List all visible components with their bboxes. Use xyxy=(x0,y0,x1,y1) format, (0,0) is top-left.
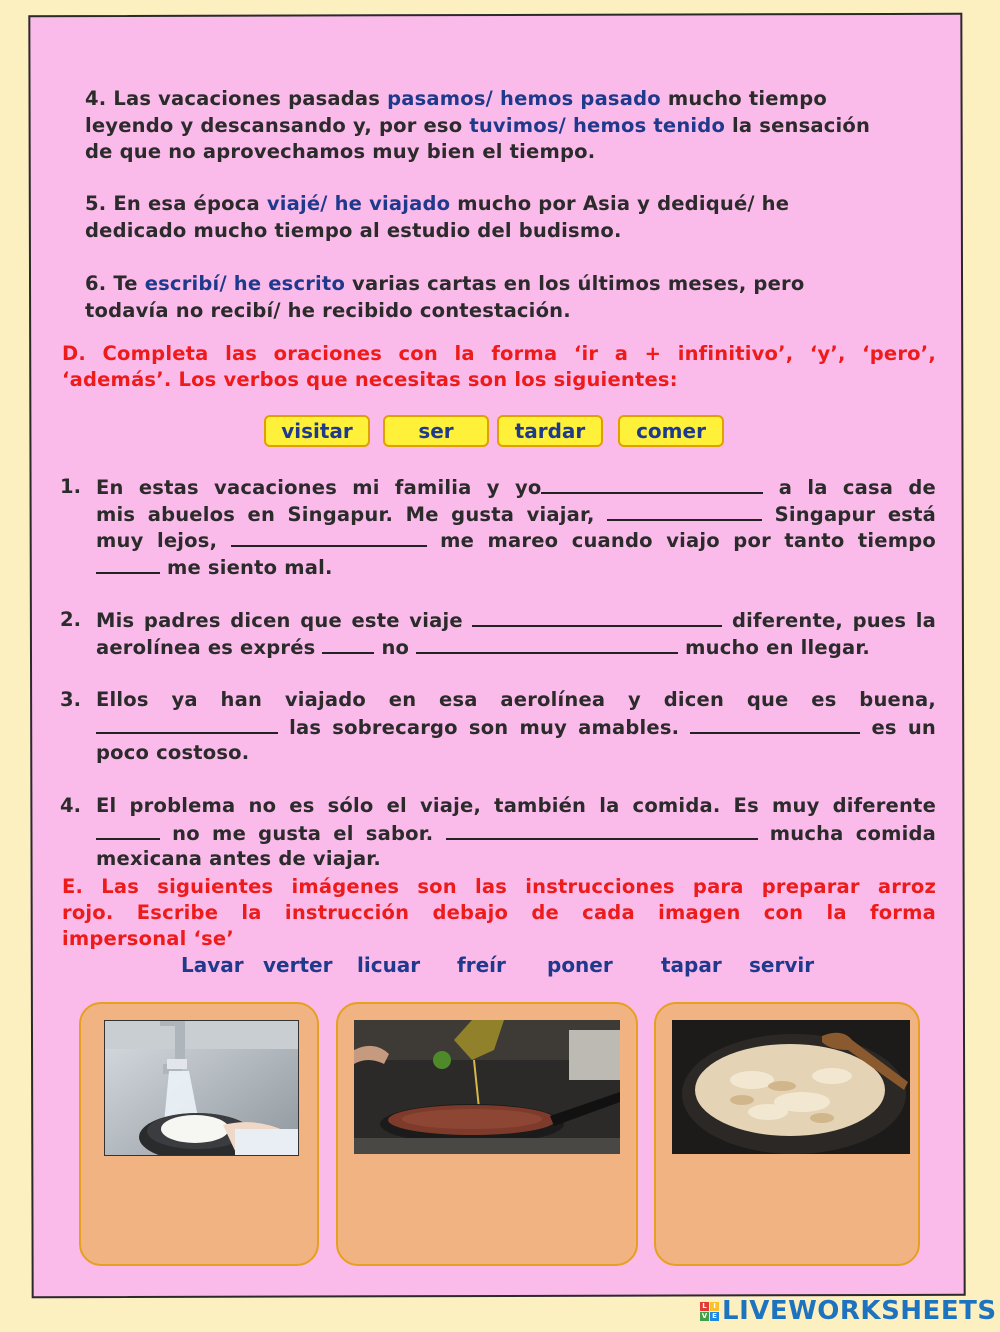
section-d-text: mis abuelos en Singapur. Me gusta viajar, xyxy=(96,502,608,526)
section-d-item-line xyxy=(96,527,936,555)
section-d-item-line xyxy=(96,846,936,873)
section-d-item-line xyxy=(96,607,936,635)
section-d-item-number: 2. xyxy=(60,608,81,631)
section-d-item-line xyxy=(96,687,936,714)
verb-verter: verter xyxy=(263,953,333,977)
photo-washing-rice xyxy=(104,1020,299,1156)
item-c4-segment: tuvimos/ hemos tenido xyxy=(469,113,726,137)
answer-blank[interactable] xyxy=(96,554,160,574)
washing-rice-illustration xyxy=(105,1021,298,1155)
section-d-item-line xyxy=(96,474,936,502)
logo-letter-l: L xyxy=(700,1302,709,1311)
answer-blank[interactable] xyxy=(541,474,763,494)
section-d-text: mexicana antes de viajar. xyxy=(96,847,381,870)
section-d-item-number: 4. xyxy=(60,794,81,817)
section-d-item-line xyxy=(96,501,936,529)
section-d-item-line xyxy=(96,793,936,820)
section-d-text: mucha comida xyxy=(757,821,936,845)
answer-blank[interactable] xyxy=(96,820,160,840)
item-c6-segment: varias cartas en los últimos meses, pero todavía no recibí/ he recibido contestación. xyxy=(85,272,805,322)
instruction-card-3[interactable] xyxy=(654,1002,920,1266)
section-e-heading-line3: impersonal ‘se’ xyxy=(62,927,234,950)
section-d-text: En estas vacaciones mi familia y yo xyxy=(96,476,542,499)
answer-blank[interactable] xyxy=(472,607,722,627)
section-d-text: mucho en llegar. xyxy=(678,635,870,659)
photo-frying-rice xyxy=(672,1020,910,1154)
section-d-text: muy lejos, xyxy=(96,529,231,552)
logo-letter-i: I xyxy=(710,1302,719,1311)
chip-comer: comer xyxy=(618,415,724,447)
item-c5-text xyxy=(85,192,789,242)
section-d-text: Ellos ya han viajado en esa aerolínea y dicen que es buena, xyxy=(96,688,936,711)
section-d-text: Singapur está xyxy=(762,502,936,526)
section-d-item-line xyxy=(96,740,936,767)
answer-blank[interactable] xyxy=(416,634,678,654)
section-d-heading-line2: ‘además’. Los verbos que necesitas son los siguientes: xyxy=(62,368,678,391)
section-d-text: diferente, pues la xyxy=(722,609,936,632)
item-c6-segment: 6. Te xyxy=(85,272,145,295)
item-c5-segment: viajé/ he viajado xyxy=(266,192,451,215)
verb-licuar: licuar xyxy=(357,953,421,977)
section-d-text: me mareo cuando viajo por tanto tiempo xyxy=(426,529,936,552)
section-d-text: es un xyxy=(860,715,937,739)
section-e-heading-line2: rojo. Escribe la instrucción debajo de cada imagen con la forma xyxy=(62,901,936,924)
liveworksheets-logo[interactable] xyxy=(700,1296,997,1326)
answer-blank[interactable] xyxy=(322,634,374,654)
answer-blank[interactable] xyxy=(446,820,758,840)
item-c5-segment: mucho por Asia y dediqué/ he dedicado mucho tiempo al estudio del budismo. xyxy=(85,192,790,242)
item-c5-segment: 5. En esa época xyxy=(85,192,267,215)
item-c4-text xyxy=(85,87,870,163)
item-c4-segment: la sensación de que no aprovechamos muy bien el tiempo. xyxy=(85,113,871,163)
answer-blank[interactable] xyxy=(231,527,427,547)
chip-ser: ser xyxy=(383,415,489,447)
item-c4-segment: 4. Las vacaciones pasadas xyxy=(85,87,388,110)
section-d-item-line xyxy=(96,634,936,662)
section-d-item-line xyxy=(96,554,936,582)
section-d-item-line xyxy=(96,820,936,848)
section-e-heading-line1: E. Las siguientes imágenes son las instrucciones para preparar arroz xyxy=(62,875,936,898)
answer-blank[interactable] xyxy=(96,714,278,734)
instruction-card-1[interactable] xyxy=(79,1002,319,1266)
chip-tardar: tardar xyxy=(497,415,603,447)
logo-letter-e: E xyxy=(710,1312,719,1321)
section-d-text: poco costoso. xyxy=(96,741,250,764)
section-d-heading-line1: D. Completa las oraciones con la forma ‘ir a + infinitivo’, ‘y’, ‘pero’, xyxy=(62,342,936,365)
section-d-text: las sobrecargo son muy amables. xyxy=(278,715,691,739)
frying-rice-illustration xyxy=(672,1020,910,1154)
photo-pouring-oil xyxy=(354,1020,620,1154)
verb-poner: poner xyxy=(547,953,613,977)
logo-mark xyxy=(700,1302,719,1321)
answer-blank[interactable] xyxy=(607,501,762,521)
section-d-text: Mis padres dicen que este viaje xyxy=(96,609,473,632)
verb-servir: servir xyxy=(749,953,815,977)
item-c6-text xyxy=(85,272,804,322)
item-c6-segment: escribí/ he escrito xyxy=(144,272,346,295)
logo-text: LIVEWORKSHEETS xyxy=(722,1296,997,1326)
pouring-oil-illustration xyxy=(354,1020,620,1154)
item-c6 xyxy=(85,271,875,324)
item-c4 xyxy=(85,86,885,166)
section-d-text: a la casa de xyxy=(763,476,936,499)
verb-freir: freír xyxy=(457,953,506,977)
answer-blank[interactable] xyxy=(690,714,860,734)
section-d-item-line xyxy=(96,714,936,742)
instruction-card-2[interactable] xyxy=(336,1002,638,1266)
section-d-item-number: 1. xyxy=(60,475,81,498)
item-c5 xyxy=(85,191,875,244)
section-d-text: me siento mal. xyxy=(160,555,333,579)
section-d-text: no xyxy=(374,635,417,659)
section-d-text: aerolínea es exprés xyxy=(96,635,323,659)
section-d-text: El problema no es sólo el viaje, también la comida. Es muy diferente xyxy=(96,794,936,817)
item-c4-segment: pasamos/ hemos pasado xyxy=(387,87,661,110)
section-d-item-number: 3. xyxy=(60,688,81,711)
chip-visitar: visitar xyxy=(264,415,370,447)
item-c4-segment: mucho tiempo leyendo y descansando y, por eso xyxy=(85,87,827,137)
verb-lavar: Lavar xyxy=(181,953,244,977)
verb-tapar: tapar xyxy=(661,953,722,977)
logo-letter-v: V xyxy=(701,1311,708,1320)
section-d-text: no me gusta el sabor. xyxy=(160,821,446,845)
